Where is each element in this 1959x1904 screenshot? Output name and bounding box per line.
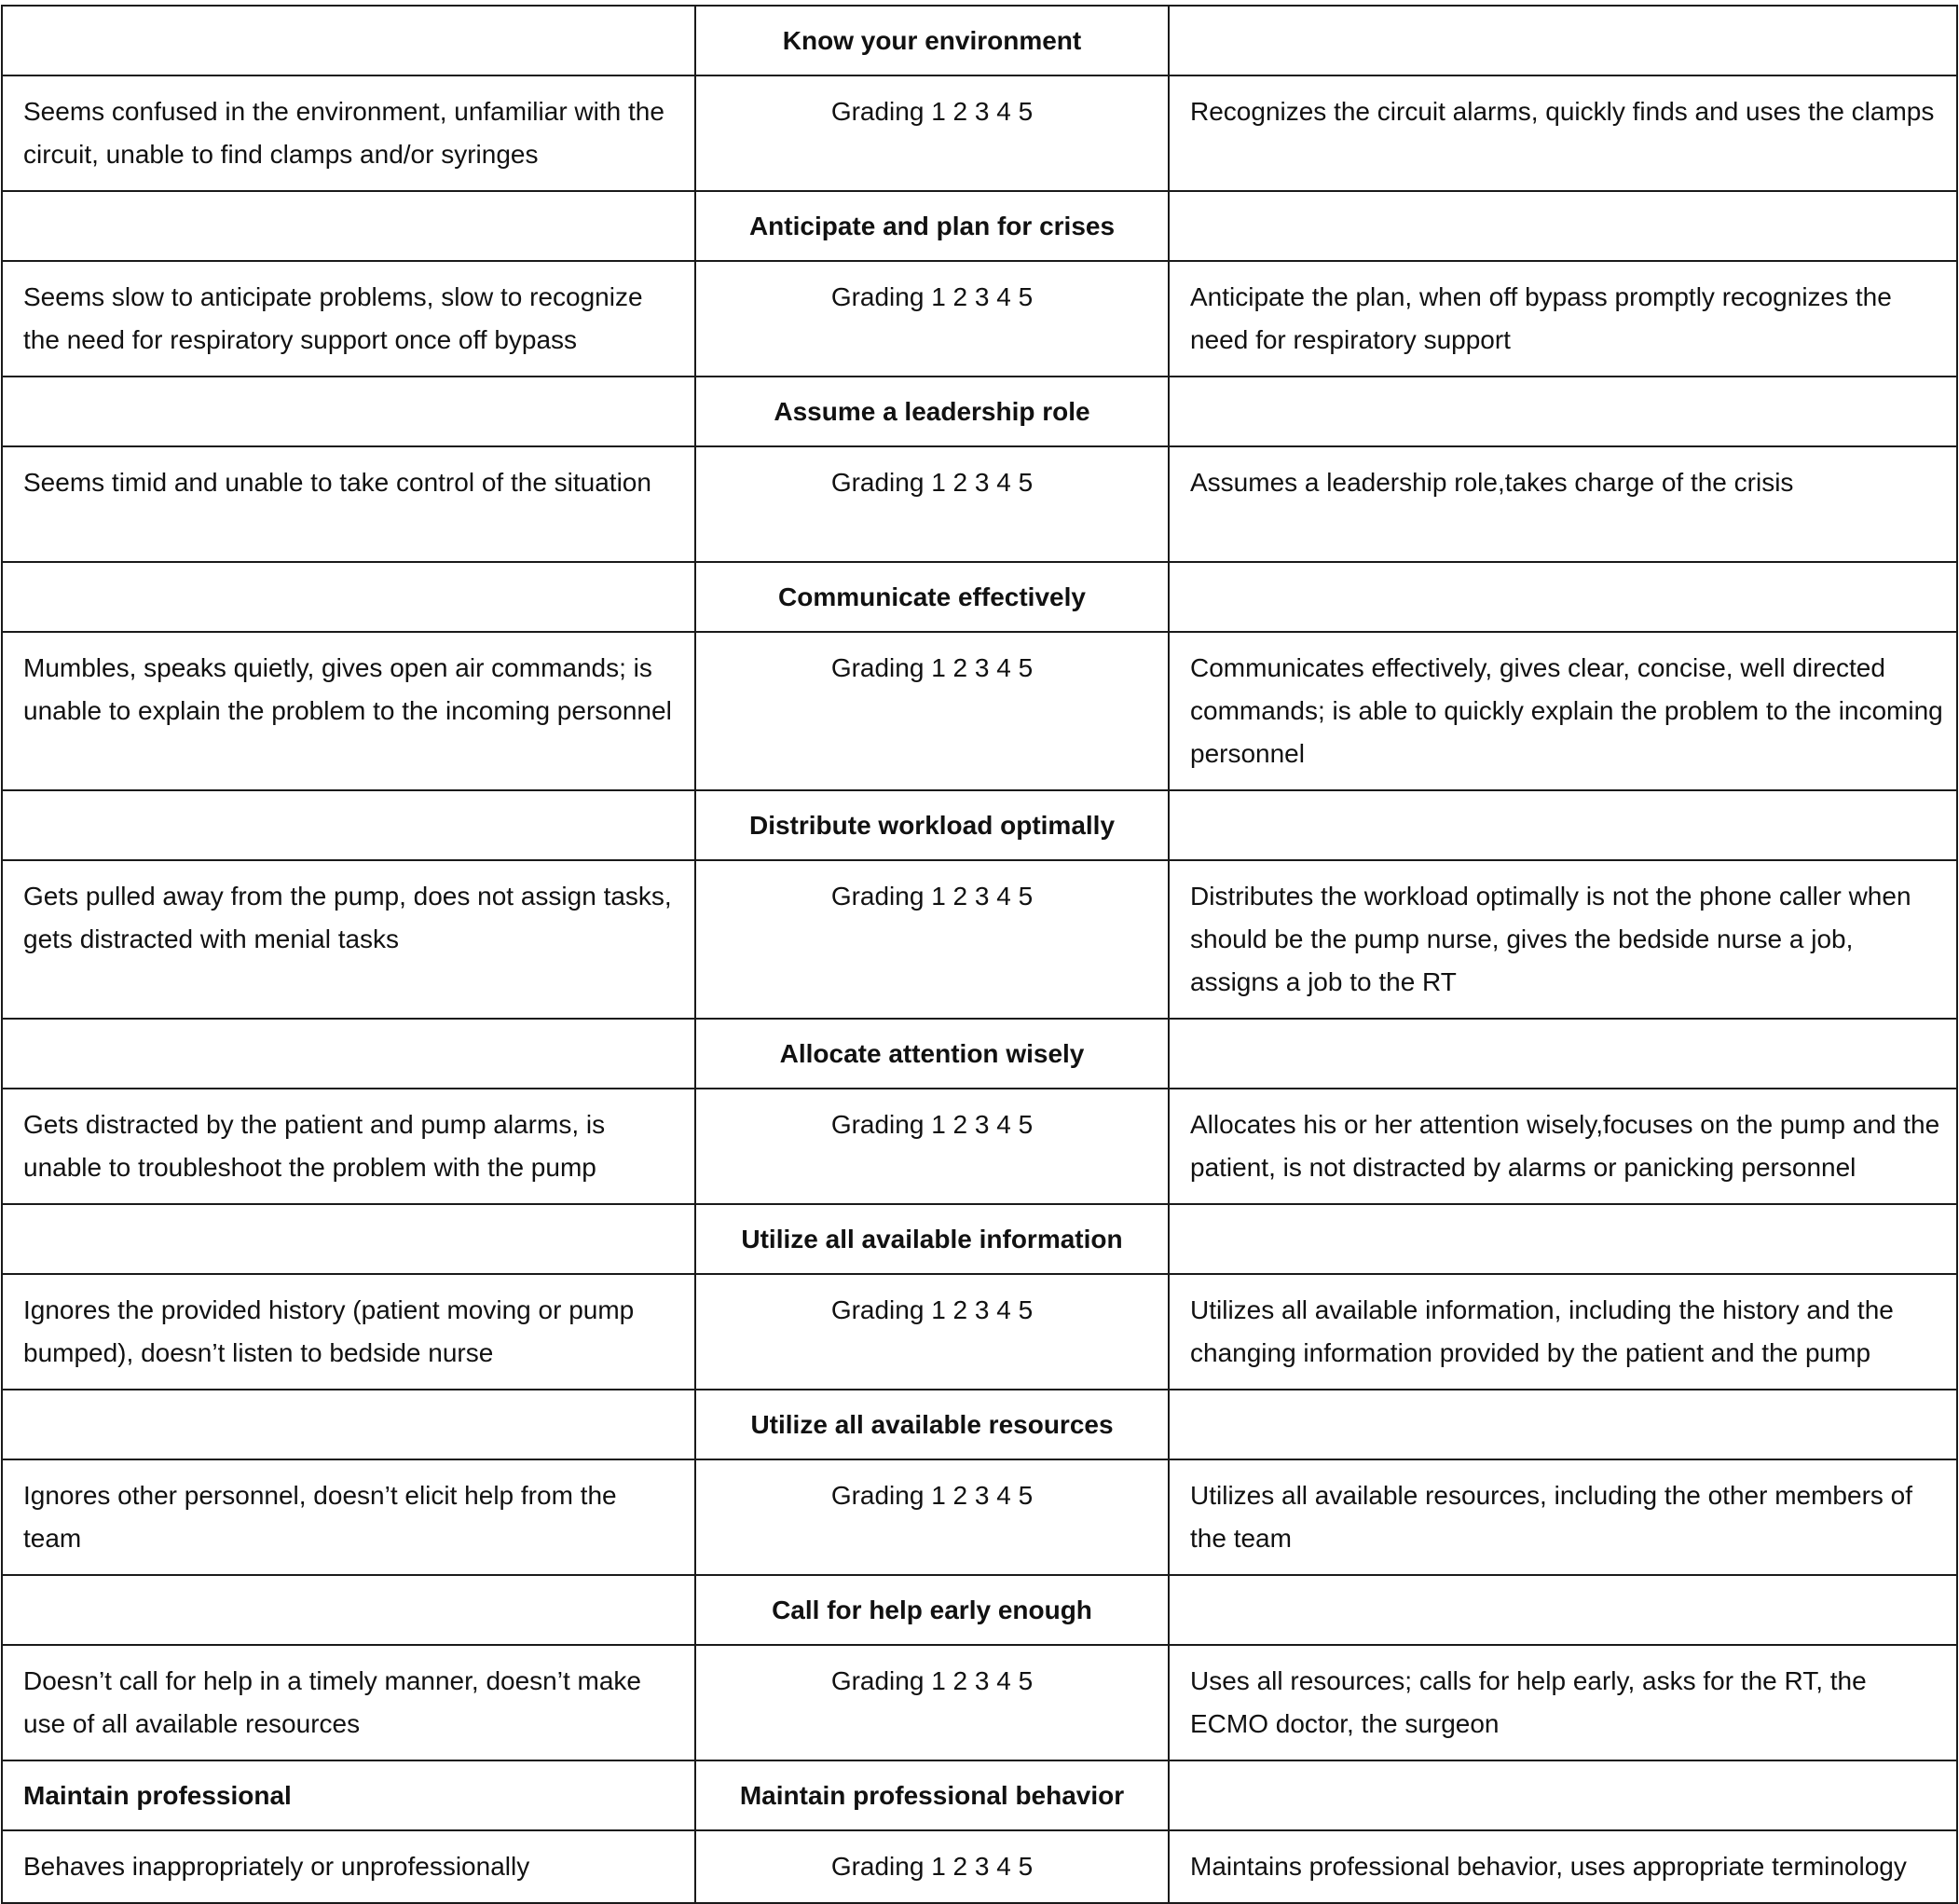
grading-scale: Grading 1 2 3 4 5: [695, 860, 1169, 1019]
section-header-empty-cell: [1169, 191, 1957, 261]
grading-table: [1, 5, 1958, 1904]
section-header-row: [2, 790, 1957, 860]
section-header-row: [2, 377, 1957, 446]
section-title: Assume a leadership role: [695, 377, 1169, 446]
section-body-row: [2, 1830, 1957, 1903]
high-performance-description: Communicates effectively, gives clear, concise, well directed commands; is able to quickly explain the problem to the incoming personnel: [1169, 632, 1957, 790]
section-left-title: [2, 1204, 695, 1274]
section-header-row: [2, 1204, 1957, 1274]
section-body-row: [2, 261, 1957, 377]
low-performance-description: Seems slow to anticipate problems, slow to recognize the need for respiratory support once off bypass: [2, 261, 695, 377]
section-title: Allocate attention wisely: [695, 1019, 1169, 1089]
high-performance-description: Uses all resources; calls for help early, asks for the RT, the ECMO doctor, the surgeon: [1169, 1645, 1957, 1760]
section-header-empty-cell: [1169, 1575, 1957, 1645]
section-left-title: [2, 1575, 695, 1645]
section-left-title: [2, 790, 695, 860]
section-header-row: [2, 1575, 1957, 1645]
grading-scale: Grading 1 2 3 4 5: [695, 1459, 1169, 1575]
grading-scale: Grading 1 2 3 4 5: [695, 261, 1169, 377]
grading-scale: Grading 1 2 3 4 5: [695, 75, 1169, 191]
section-title: Know your environment: [695, 6, 1169, 75]
section-header-row: [2, 1760, 1957, 1830]
grading-scale: Grading 1 2 3 4 5: [695, 1089, 1169, 1204]
section-body-row: [2, 860, 1957, 1019]
section-left-title: [2, 1019, 695, 1089]
low-performance-description: Seems timid and unable to take control of the situation: [2, 446, 695, 562]
low-performance-description: Doesn’t call for help in a timely manner, doesn’t make use of all available resources: [2, 1645, 695, 1760]
section-body-row: [2, 1274, 1957, 1390]
section-body-row: [2, 632, 1957, 790]
section-body-row: [2, 446, 1957, 562]
section-left-title: [2, 191, 695, 261]
section-body-row: [2, 1645, 1957, 1760]
high-performance-description: Assumes a leadership role,takes charge of the crisis: [1169, 446, 1957, 562]
section-header-empty-cell: [1169, 377, 1957, 446]
section-left-title: [2, 562, 695, 632]
grading-scale: Grading 1 2 3 4 5: [695, 632, 1169, 790]
high-performance-description: Utilizes all available resources, including the other members of the team: [1169, 1459, 1957, 1575]
high-performance-description: Maintains professional behavior, uses appropriate terminology: [1169, 1830, 1957, 1903]
section-header-row: [2, 1019, 1957, 1089]
section-header-empty-cell: [1169, 1204, 1957, 1274]
high-performance-description: Recognizes the circuit alarms, quickly finds and uses the clamps: [1169, 75, 1957, 191]
section-title: Utilize all available resources: [695, 1390, 1169, 1459]
section-header-row: [2, 191, 1957, 261]
section-title: Anticipate and plan for crises: [695, 191, 1169, 261]
high-performance-description: Allocates his or her attention wisely,focuses on the pump and the patient, is not distracted by alarms or panicking personnel: [1169, 1089, 1957, 1204]
low-performance-description: Seems confused in the environment, unfamiliar with the circuit, unable to find clamps and/or syringes: [2, 75, 695, 191]
section-left-title: [2, 6, 695, 75]
section-left-title: [2, 1390, 695, 1459]
section-header-empty-cell: [1169, 1390, 1957, 1459]
section-header-empty-cell: [1169, 562, 1957, 632]
grading-scale: Grading 1 2 3 4 5: [695, 1274, 1169, 1390]
section-title: Distribute workload optimally: [695, 790, 1169, 860]
low-performance-description: Ignores other personnel, doesn’t elicit help from the team: [2, 1459, 695, 1575]
low-performance-description: Gets pulled away from the pump, does not assign tasks, gets distracted with menial tasks: [2, 860, 695, 1019]
section-header-row: [2, 6, 1957, 75]
section-left-title: [2, 377, 695, 446]
grading-scale: Grading 1 2 3 4 5: [695, 446, 1169, 562]
section-header-row: [2, 562, 1957, 632]
section-header-row: [2, 1390, 1957, 1459]
section-body-row: [2, 1089, 1957, 1204]
section-body-row: [2, 1459, 1957, 1575]
section-left-title: Maintain professional: [2, 1760, 695, 1830]
section-header-empty-cell: [1169, 790, 1957, 860]
low-performance-description: Mumbles, speaks quietly, gives open air commands; is unable to explain the problem to the incoming personnel: [2, 632, 695, 790]
section-header-empty-cell: [1169, 1760, 1957, 1830]
low-performance-description: Behaves inappropriately or unprofessionally: [2, 1830, 695, 1903]
low-performance-description: Ignores the provided history (patient moving or pump bumped), doesn’t listen to bedside nurse: [2, 1274, 695, 1390]
section-title: Communicate effectively: [695, 562, 1169, 632]
section-title: Call for help early enough: [695, 1575, 1169, 1645]
section-title: Utilize all available information: [695, 1204, 1169, 1274]
grading-scale: Grading 1 2 3 4 5: [695, 1645, 1169, 1760]
high-performance-description: Anticipate the plan, when off bypass promptly recognizes the need for respiratory support: [1169, 261, 1957, 377]
section-header-empty-cell: [1169, 1019, 1957, 1089]
grading-scale: Grading 1 2 3 4 5: [695, 1830, 1169, 1903]
high-performance-description: Utilizes all available information, including the history and the changing information provided by the patient and the pump: [1169, 1274, 1957, 1390]
section-header-empty-cell: [1169, 6, 1957, 75]
section-body-row: [2, 75, 1957, 191]
low-performance-description: Gets distracted by the patient and pump alarms, is unable to troubleshoot the problem with the pump: [2, 1089, 695, 1204]
high-performance-description: Distributes the workload optimally is not the phone caller when should be the pump nurse, gives the bedside nurse a job, assigns a job to the RT: [1169, 860, 1957, 1019]
section-title: Maintain professional behavior: [695, 1760, 1169, 1830]
